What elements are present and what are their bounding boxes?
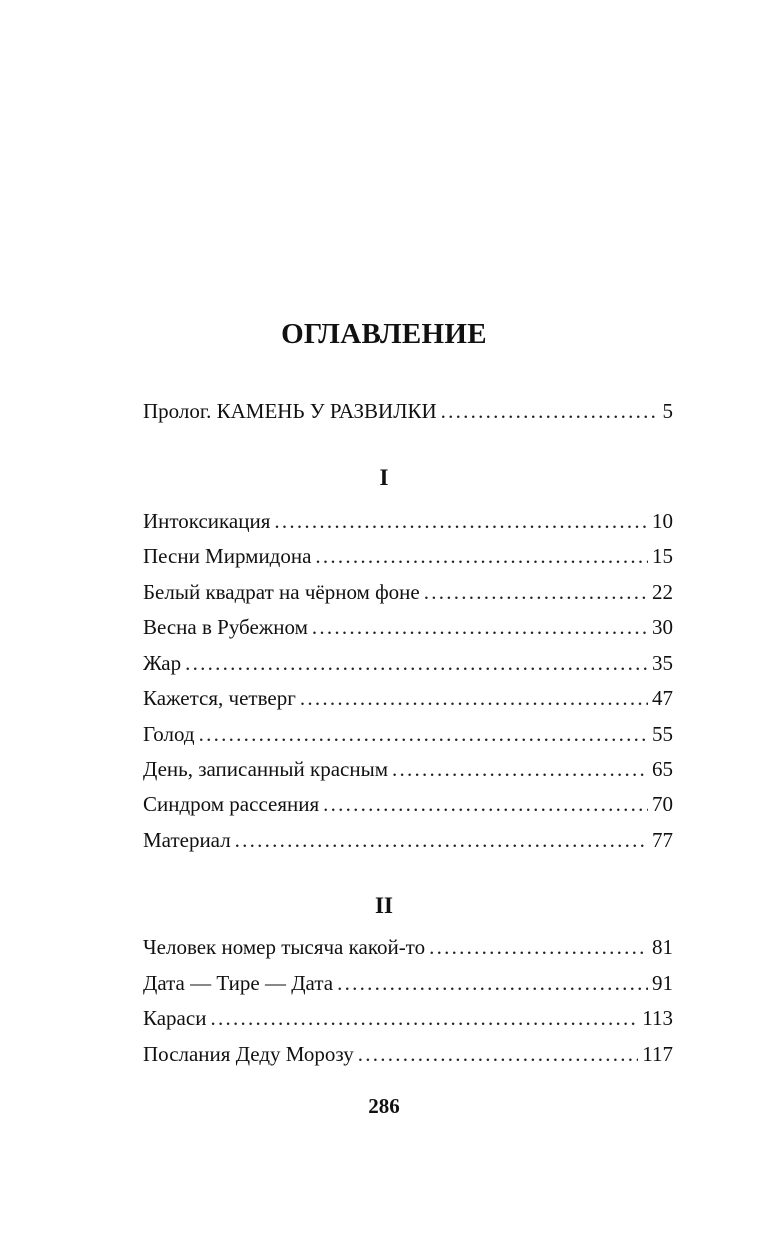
toc-entry[interactable] — [143, 578, 673, 606]
toc-entry-label: Весна в Рубежном — [143, 615, 308, 639]
toc-entry-label: Песни Мирмидона — [143, 544, 312, 568]
toc-entry[interactable] — [143, 826, 673, 854]
toc-entry[interactable] — [143, 649, 673, 677]
toc-entry-prologue[interactable] — [143, 397, 673, 425]
dot-leader — [424, 578, 648, 606]
dot-leader — [429, 933, 648, 961]
dot-leader — [441, 397, 659, 425]
toc-entry[interactable] — [143, 684, 673, 712]
toc-entry-page: 91 — [652, 971, 673, 995]
toc-entry[interactable] — [143, 755, 673, 783]
dot-leader — [358, 1040, 639, 1068]
toc-entry-label: День, записанный красным — [143, 757, 388, 781]
toc-entry[interactable] — [143, 1040, 673, 1068]
toc-entry-page: 113 — [642, 1006, 673, 1030]
dot-leader — [337, 969, 648, 997]
toc-entry-label: Синдром рассеяния — [143, 792, 320, 816]
toc-entry[interactable] — [143, 613, 673, 641]
dot-leader — [235, 826, 648, 854]
toc-entry-page: 15 — [652, 544, 673, 568]
toc-entry-label: Дата — Тире — Дата — [143, 971, 334, 995]
toc-entry-label: Караси — [143, 1006, 207, 1030]
dot-leader — [315, 542, 648, 570]
toc-entry[interactable] — [143, 790, 673, 818]
toc-entry-page: 77 — [652, 828, 673, 852]
dot-leader — [300, 684, 648, 712]
toc-entry-page: 55 — [652, 722, 673, 746]
toc-entry[interactable] — [143, 933, 673, 961]
toc-entry-label: Пролог. КАМЕНЬ У РАЗВИЛКИ — [143, 399, 437, 423]
dot-leader — [210, 1004, 638, 1032]
dot-leader — [199, 720, 648, 748]
toc-entry-page: 117 — [642, 1042, 673, 1066]
toc-entry-label: Интоксикация — [143, 509, 271, 533]
page-number: 286 — [368, 1094, 400, 1118]
dot-leader — [392, 755, 648, 783]
toc-entry[interactable] — [143, 969, 673, 997]
toc-entry-label: Кажется, четверг — [143, 686, 296, 710]
dot-leader — [274, 507, 648, 535]
toc-entry-label: Белый квадрат на чёрном фоне — [143, 580, 420, 604]
toc-entry[interactable] — [143, 720, 673, 748]
toc-entry-page: 30 — [652, 615, 673, 639]
toc-entry-page: 65 — [652, 757, 673, 781]
part-heading-1: I — [379, 465, 389, 490]
toc-entry-page: 35 — [652, 651, 673, 675]
toc-entry-page: 70 — [652, 792, 673, 816]
toc-entry[interactable] — [143, 1004, 673, 1032]
dot-leader — [185, 649, 648, 677]
toc-entry-page: 22 — [652, 580, 673, 604]
toc-entry-page: 81 — [652, 935, 673, 959]
toc-entry-page: 10 — [652, 509, 673, 533]
toc-entry-label: Жар — [143, 651, 182, 675]
toc-entry-label: Человек номер тысяча какой-то — [143, 935, 426, 959]
page-title: ОГЛАВЛЕНИЕ — [281, 318, 487, 350]
toc-entry-page: 47 — [652, 686, 673, 710]
toc-entry-label: Послания Деду Морозу — [143, 1042, 354, 1066]
part-heading-2: II — [375, 893, 393, 918]
toc-entry-label: Голод — [143, 722, 195, 746]
toc-entry-label: Материал — [143, 828, 231, 852]
toc-entry-page: 5 — [662, 399, 673, 423]
toc-entry[interactable] — [143, 507, 673, 535]
dot-leader — [323, 790, 648, 818]
dot-leader — [312, 613, 648, 641]
toc-entry[interactable] — [143, 542, 673, 570]
